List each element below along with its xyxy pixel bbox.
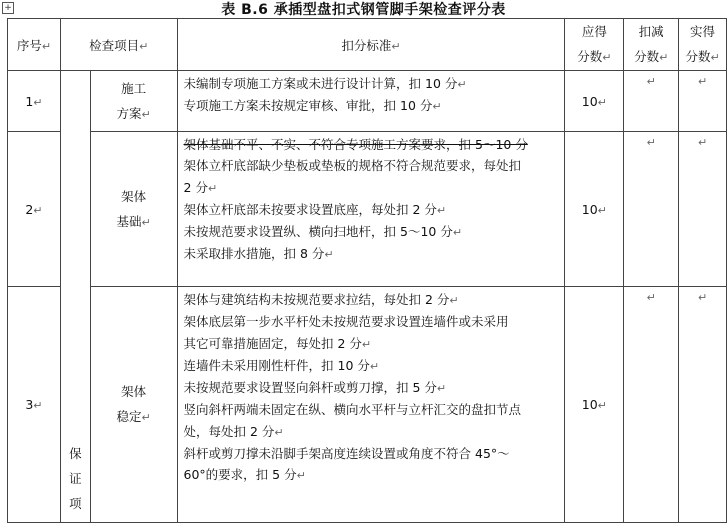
item-name: 施工 方案↵ — [90, 71, 177, 132]
inspection-score-table — [7, 18, 727, 523]
deduct-cell[interactable]: ↵ — [624, 132, 679, 287]
deduct-cell[interactable]: ↵ — [624, 71, 679, 132]
header-deduct: 扣减 分数↵ — [624, 19, 679, 71]
criteria-cell: 架体基础不平、不实、不符合专项施工方案要求，扣 5～10 分 架体立杆底部缺少垫板或垫板的规格不符合规范要求，每处扣 2 分↵ 架体立杆底部未按要求设置底座，每处扣 2 分↵ 未按规范要求设置纵、横向扫地杆，扣 5～10 分↵ 未采取排水措施，扣 8 分↵ — [177, 132, 565, 287]
item-name: 架体 稳定↵ — [90, 287, 177, 523]
table-move-handle-icon[interactable]: + — [2, 2, 14, 14]
actual-cell[interactable]: ↵ — [679, 71, 727, 132]
actual-cell[interactable]: ↵ — [679, 132, 727, 287]
score-due: 10↵ — [565, 132, 624, 287]
group-label: 保 证 项 — [60, 71, 90, 523]
score-due: 10↵ — [565, 71, 624, 132]
deduct-cell[interactable]: ↵ — [624, 287, 679, 523]
header-score-due: 应得 分数↵ — [565, 19, 624, 71]
header-item: 检查项目↵ — [60, 19, 177, 71]
table-row — [8, 287, 727, 523]
table-row — [8, 132, 727, 287]
criteria-cell: 架体与建筑结构未按规范要求拉结，每处扣 2 分↵ 架体底层第一步水平杆处未按规范要求设置连墙件或未采用 其它可靠措施固定，每处扣 2 分↵ 连墙件未采用刚性杆件，扣 10 分↵ 未按规范要求设置竖向斜杆或剪刀撑，扣 5 分↵ 竖向斜杆两端未固定在纵、横向水平杆与立杆汇交的盘扣节点 处，每处扣 2 分↵ 斜杆或剪刀撑未沿脚手架高度连续设置或角度不符合 45°～ 60°的要求，扣 5 分↵ — [177, 287, 565, 523]
score-due: 10↵ — [565, 287, 624, 523]
table-title: 表 B.6 承插型盘扣式钢管脚手架检查评分表 — [221, 2, 506, 18]
row-number: 3↵ — [8, 287, 61, 523]
criteria-cell: 未编制专项施工方案或未进行设计计算，扣 10 分↵ 专项施工方案未按规定审核、审批，扣 10 分↵ — [177, 71, 565, 132]
table-header-row — [8, 19, 727, 71]
row-number: 2↵ — [8, 132, 61, 287]
header-criteria: 扣分标准↵ — [177, 19, 565, 71]
row-number: 1↵ — [8, 71, 61, 132]
item-name: 架体 基础↵ — [90, 132, 177, 287]
actual-cell[interactable]: ↵ — [679, 287, 727, 523]
header-no: 序号↵ — [8, 19, 61, 71]
table-row — [8, 71, 727, 132]
header-actual: 实得 分数↵ — [679, 19, 727, 71]
